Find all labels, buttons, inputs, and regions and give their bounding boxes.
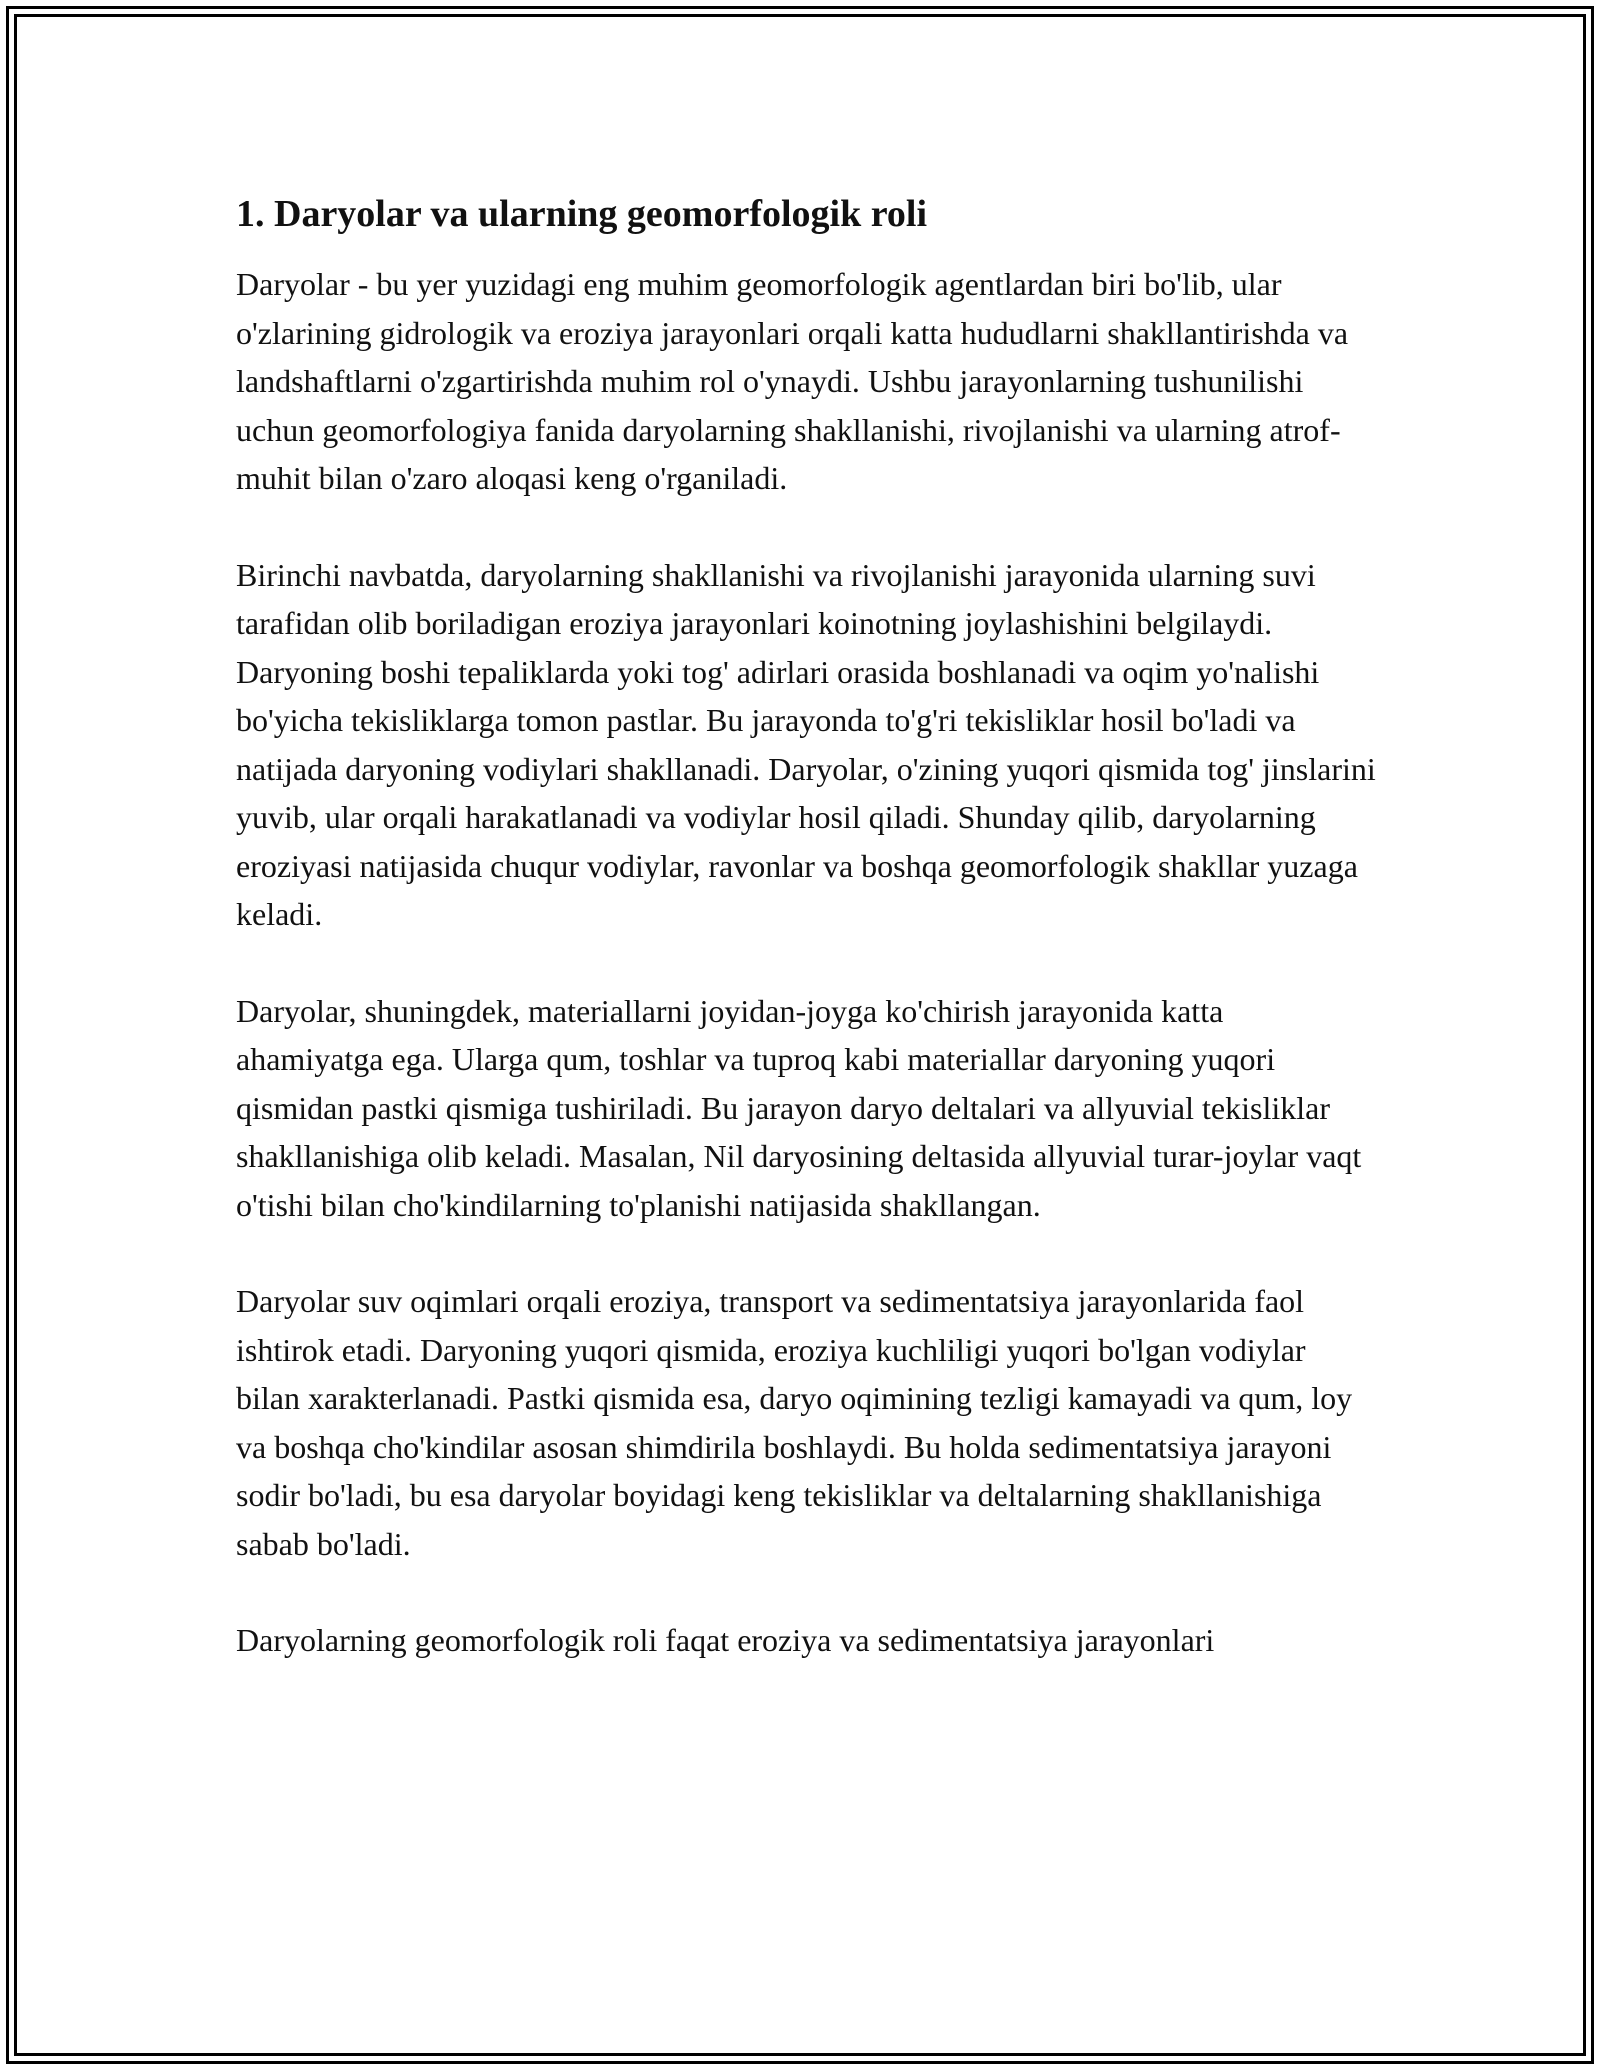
paragraph-3: Daryolar, shuningdek, materiallarni joyidan-joyga ko'chirish jarayonida katta ahamiyatga ega. Ularga qum, toshlar va tuproq kabi materiallar daryoning yuqori qismidan pastki qismiga tushiriladi. Bu jarayon daryo deltalari va allyuvial tekisliklar shakllanishiga olib keladi. Masalan, Nil daryosining deltasida allyuvial turar-joylar vaqt o'tishi bilan cho'kindilarning to'planishi natijasida shakllangan. xyxy=(236,992,1362,1223)
paragraph-2: Birinchi navbatda, daryolarning shakllanishi va rivojlanishi jarayonida ularning suvi tarafidan olib boriladigan eroziya jarayonlari koinotning joylashishini belgilaydi. Daryoning boshi tepaliklarda yoki tog' adirlari orasida boshlanadi va oqim yo'nalishi bo'yicha tekisliklarga tomon pastlar. Bu jarayonda to'g'ri tekisliklar hosil bo'ladi va natijada daryoning vodiylari shakllanadi. Daryolar, o'zining yuqori qismida tog' jinslarini yuvib, ular orqali harakatlanadi va vodiylar hosil qiladi. Shunday qilib, daryolarning eroziyasi natijasida chuqur vodiylar, ravonlar va boshqa geomorfologik shakllar yuzaga keladi. xyxy=(236,556,1376,932)
document-body xyxy=(236,188,1376,1713)
paragraph-1: Daryolar - bu yer yuzidagi eng muhim geomorfologik agentlardan biri bo'lib, ular o'zlarining gidrologik va eroziya jarayonlari orqali katta hududlarni shakllantirishda va landshaftlarni o'zgartirishda muhim rol o'ynaydi. Ushbu jarayonlarning tushunilishi uchun geomorfologiya fanida daryolarning shakllanishi, rivojlanishi va ularning atrof-muhit bilan o'zaro aloqasi keng o'rganiladi. xyxy=(236,266,1349,496)
paragraph-4: Daryolar suv oqimlari orqali eroziya, transport va sedimentatsiya jarayonlarida faol ishtirok etadi. Daryoning yuqori qismida, eroziya kuchliligi yuqori bo'lgan vodiylar bilan xarakterlanadi. Pastki qismida esa, daryo oqimining tezligi kamayadi va qum, loy va boshqa cho'kindilar asosan shimdirila boshlaydi. Bu holda sedimentatsiya jarayoni sodir bo'ladi, bu esa daryolar boyidagi keng tekisliklar va deltalarning shakllanishiga sabab bo'ladi. xyxy=(236,1283,1353,1562)
paragraph-5: Daryolarning geomorfologik roli faqat eroziya va sedimentatsiya jarayonlari xyxy=(236,1622,1215,1658)
section-heading: 1. Daryolar va ularning geomorfologik roli xyxy=(236,193,928,235)
